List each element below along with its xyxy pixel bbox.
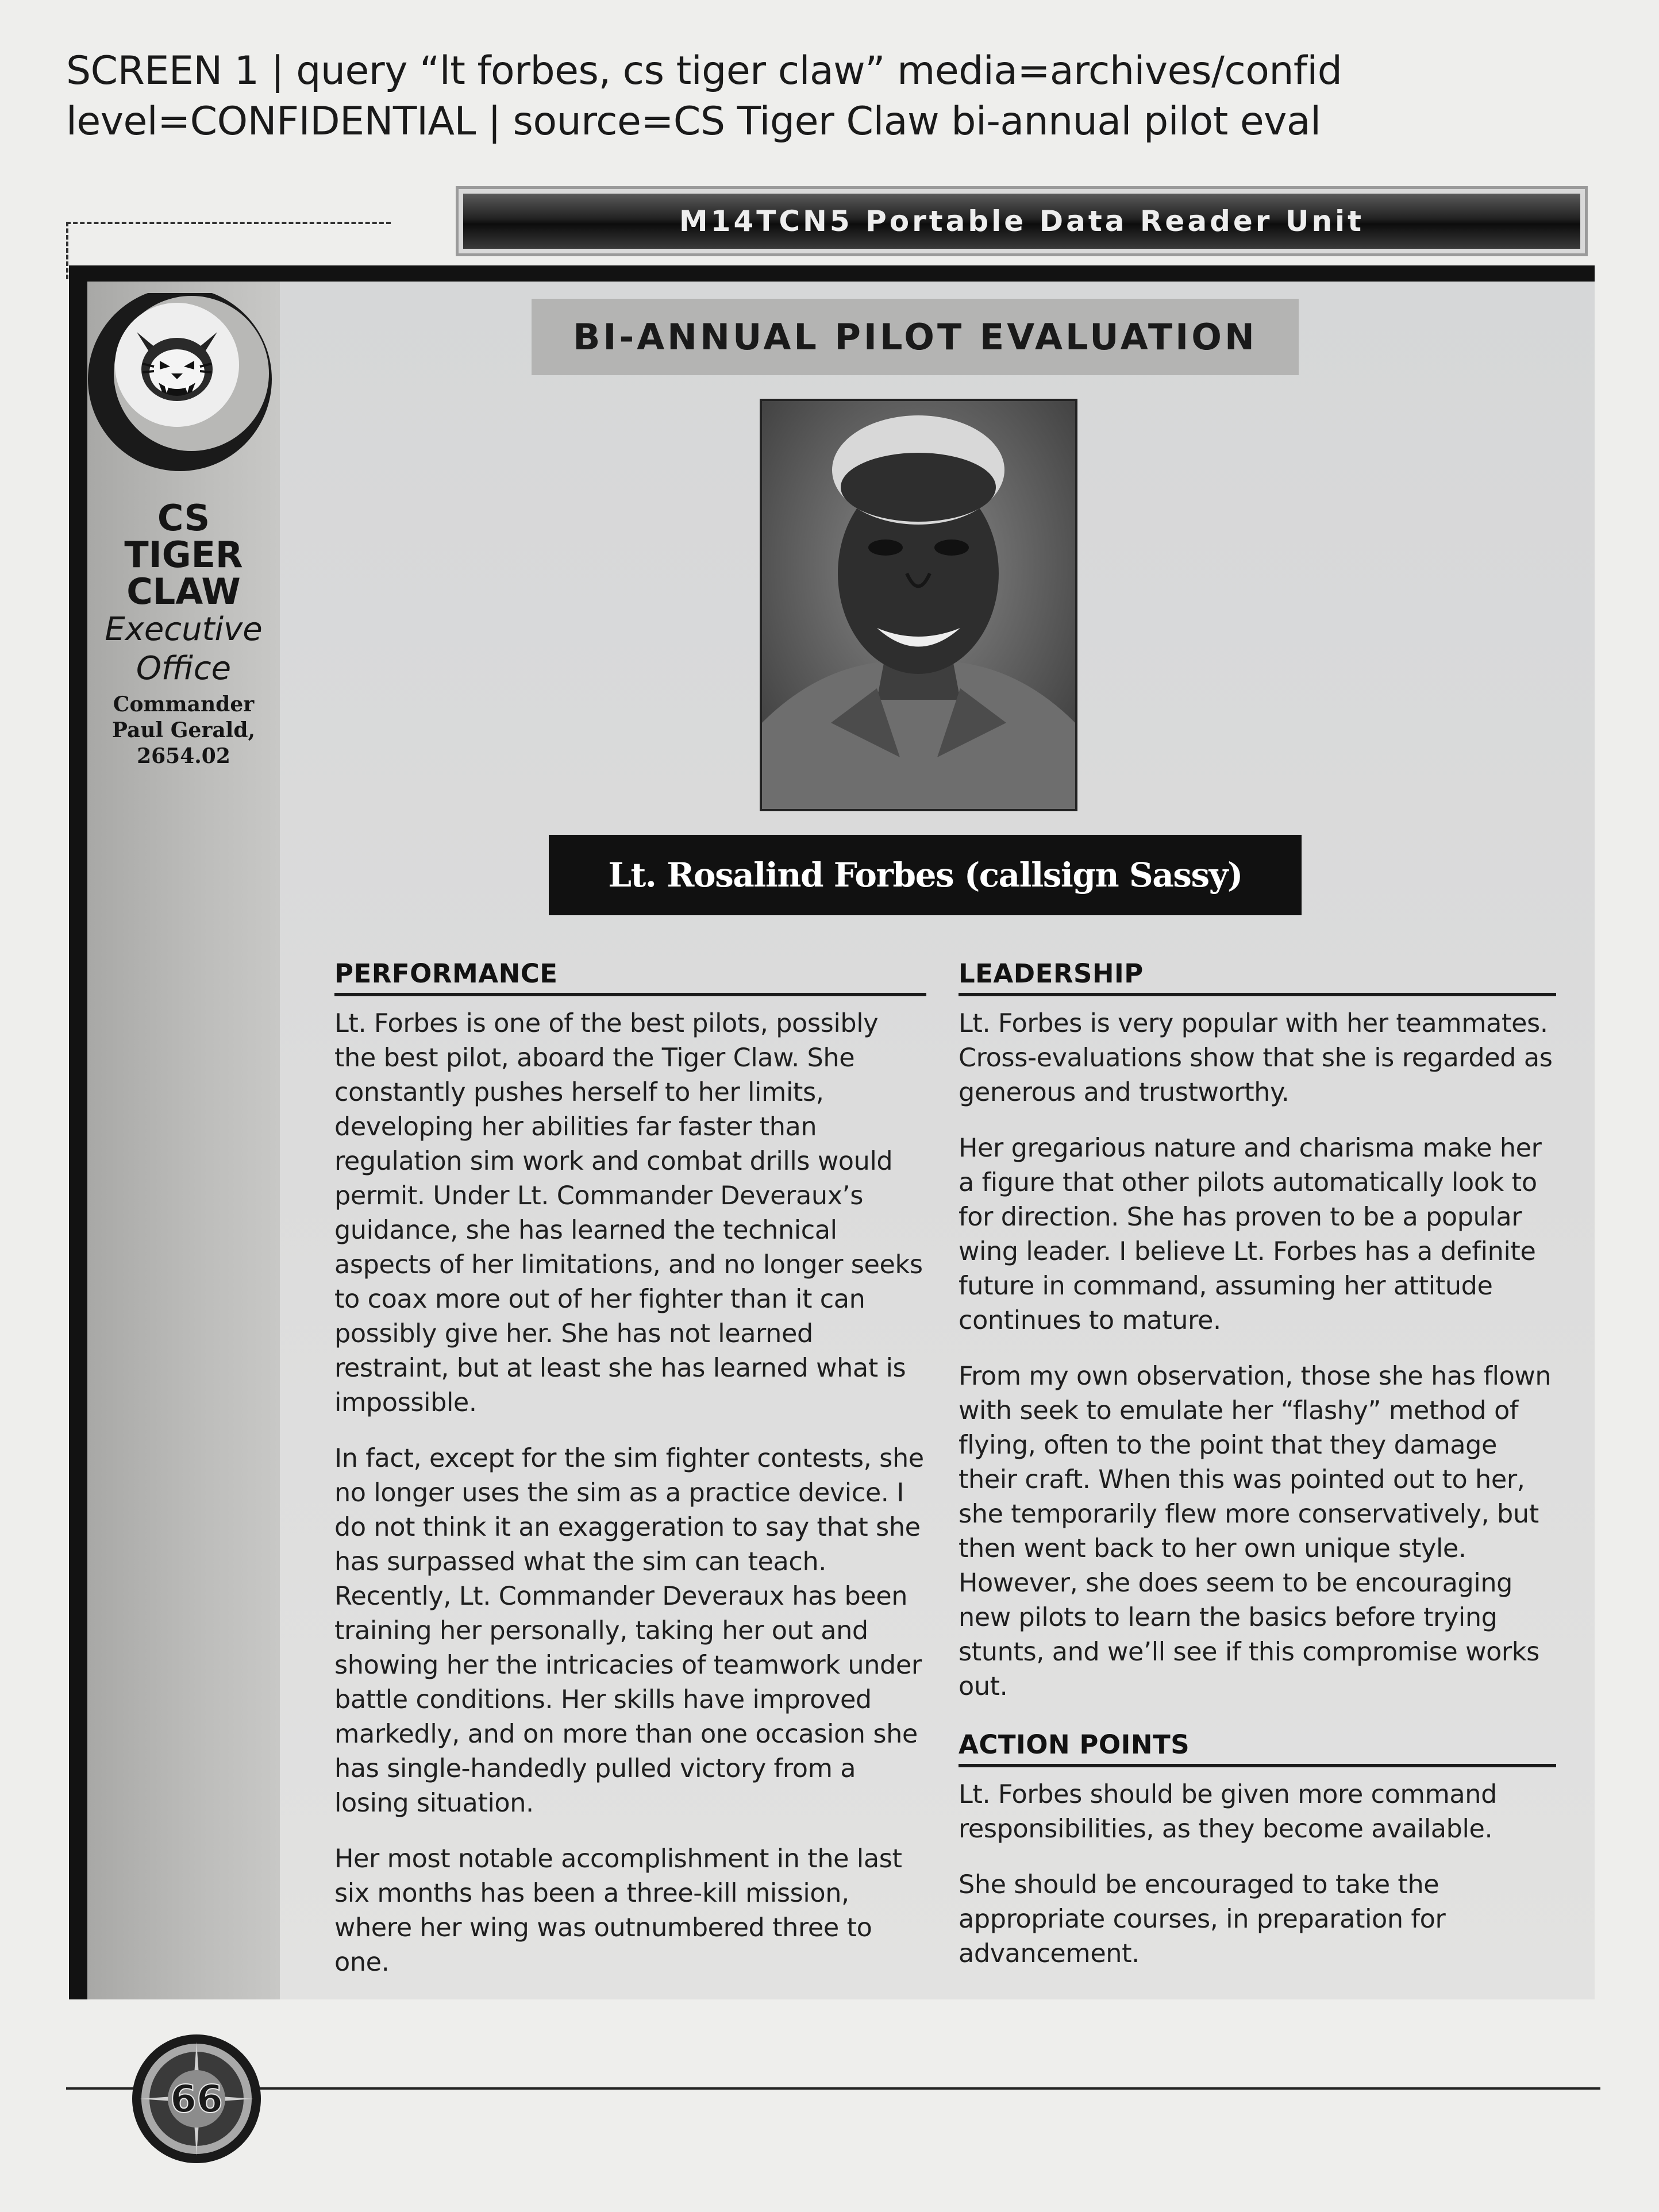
performance-paragraph: Lt. Forbes is one of the best pilots, possibly the best pilot, aboard the Tiger Claw. She constantly pushes herself to her limits, developing her abilities far faster than regulation sim work and combat drills would permit. Under Lt. Commander Deveraux’s guidance, she has learned the technical aspects of her limitations, and no longer seeks to coax more out of her fighter than it can possibly give her. She has not learned restraint, but at least she has learned what is impossible.: [334, 1009, 923, 1417]
action-points-heading: ACTION POINTS: [959, 1728, 1556, 1767]
dashed-guide-vertical: [66, 222, 68, 279]
commander-info: [87, 692, 280, 769]
performance-section: [334, 957, 926, 2001]
query-line-2: level=CONFIDENTIAL | source=CS Tiger Claw bi-annual pilot eval: [66, 99, 1321, 144]
reader-title-bar: [456, 186, 1588, 256]
performance-paragraph: Her most notable accomplishment in the last six months has been a three-kill mission, where her wing was outnumbered three to one.: [334, 1844, 902, 1977]
performance-paragraph: In fact, except for the sim fighter contests, she no longer uses the sim as a practice device. I do not think it an exaggeration to say that she has surpassed what the sim can teach. Recently, Lt. Commander Deveraux has been training her personally, taking her out and showing her the intricacies of teamwork under battle conditions. Her skills have improved markedly, and on more than one occasion she has single-handedly pulled victory from a losing situation.: [334, 1444, 924, 1818]
leadership-paragraph: Her gregarious nature and charisma make her a figure that other pilots automatically look to for direction. She has proven to be a popular wing leader. I believe Lt. Forbes has a definite future in command, assuming her attitude continues to mature.: [959, 1134, 1542, 1335]
footer-rule: [66, 2087, 1600, 2090]
commander-line-3: 2654.02: [137, 744, 230, 768]
query-header: [66, 46, 1445, 147]
tiger-crest-icon: [85, 293, 278, 483]
commander-line-2: Paul Gerald,: [111, 718, 256, 742]
leadership-section: [959, 957, 1556, 1993]
pilot-photo: [760, 399, 1077, 811]
leadership-heading: LEADERSHIP: [959, 957, 1556, 996]
query-line-1: SCREEN 1 | query “lt forbes, cs tiger claw” media=archives/confid: [66, 48, 1342, 94]
action-points-paragraph: Lt. Forbes should be given more command responsibilities, as they become available.: [959, 1780, 1497, 1844]
reader-title: M14TCN5 Portable Data Reader Unit: [463, 194, 1580, 249]
page-number: 66: [170, 2077, 223, 2121]
page-number-badge: [129, 2032, 264, 2167]
document-title: BI-ANNUAL PILOT EVALUATION: [532, 299, 1299, 375]
dashed-guide-horizontal: [66, 222, 391, 224]
office-line-1: Executive: [105, 611, 263, 648]
ship-line-3: CLAW: [126, 571, 241, 612]
leadership-paragraph: From my own observation, those she has flown with seek to emulate her “flashy” method of flying, often to the point that they damage their craft. When this was pointed out to her, she temporarily flew more conservatively, but then went back to her own unique style. However, she does seem to be encouraging new pilots to learn the basics before trying stunts, and we’ll see if this compromise works out.: [959, 1362, 1552, 1701]
office-name: [87, 610, 280, 688]
action-points-paragraph: She should be encouraged to take the appropriate courses, in preparation for advancement.: [959, 1870, 1446, 1968]
office-line-2: Office: [136, 650, 232, 687]
leadership-paragraph: Lt. Forbes is very popular with her teammates. Cross-evaluations show that she is regarded as generous and trustworthy.: [959, 1009, 1553, 1107]
ship-name: [87, 497, 280, 612]
ship-line-2: TIGER: [124, 534, 243, 576]
pilot-name: Lt. Rosalind Forbes (callsign Sassy): [549, 835, 1302, 915]
ship-line-1: CS: [157, 497, 210, 539]
commander-line-1: Commander: [113, 692, 255, 716]
performance-heading: PERFORMANCE: [334, 957, 926, 996]
